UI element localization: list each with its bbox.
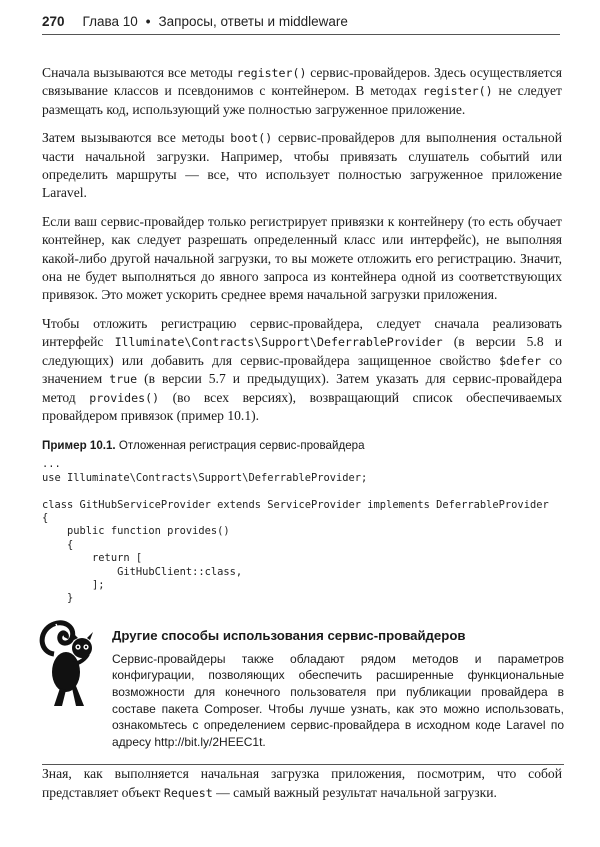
header-separator: • [145, 14, 151, 29]
text-run: (во всех версиях), возвращающий список обеспечиваемых провайдером привязок (пример 10.1). [42, 389, 562, 423]
inline-code: $defer [499, 353, 541, 368]
text-run: со значением [42, 352, 562, 387]
paragraph-2 [42, 129, 562, 203]
paragraph-4 [42, 315, 562, 425]
text-run: (в версии 5.7 и предыдущих). Затем указать для сервис-провайдера метод [42, 371, 562, 405]
text-run: Сначала вызываются все методы [42, 65, 237, 80]
text-run: Затем вызываются все методы [42, 130, 231, 146]
chapter-title: Запросы, ответы и middleware [158, 14, 348, 29]
paragraph-final [42, 765, 562, 802]
page-body [42, 64, 562, 812]
inline-code: register() [422, 84, 493, 99]
text-run: Чтобы отложить регистрацию сервис-провайдера, следует сначала реализовать интерфейс [42, 315, 562, 350]
inline-code: provides() [89, 390, 160, 405]
lemur-icon [36, 614, 102, 714]
paragraph-1 [42, 64, 562, 119]
code-listing: ... use Illuminate\Contracts\Support\DeferrableProvider; class GitHubServiceProvider extends ServiceProvider implements DeferrableProvider { public function provides() { return [ GitHubClient::class, ]; } [42, 458, 549, 605]
text-run: сервис-провайдеров для выполнения остальной части начальной загрузки. Например, чтобы привязать слушатель событий или определить маршруты — все, что использует полностью загруженное приложение Laravel. [42, 130, 562, 201]
text-run: сервис-провайдеров. Здесь осуществляется связывание классов и псевдонимов с контейнером. В методах [42, 65, 562, 99]
text-run: не следует размещать код, использующий уже полностью загруженное приложение. [42, 83, 562, 117]
example-caption [42, 439, 562, 452]
note-title: Другие способы использования сервис-провайдеров [112, 627, 466, 643]
inline-code: boot() [230, 131, 273, 146]
chapter-label: Глава 10 [82, 14, 138, 29]
note-text: Сервис-провайдеры также обладают рядом методов и параметров конфигурации, позволяющих обеспечить расширенные функциональные возможности для конечного пользователя при публикации провайдера в составе пакета Composer. Чтобы лучше узнать, как это можно использовать, ознакомьтесь с определением сервис-провайдера в исходном коде Laravel по адресу http://bit.ly/2HEEC1t. [112, 651, 564, 749]
inline-code: register() [236, 66, 307, 80]
paragraph-3: Если ваш сервис-провайдер только регистрирует привязки к контейнеру (то есть обучает контейнер, как следует разрешать определенный класс или интерфейс), не выполняя какой-либо другой начальной загрузки, то вы можете отложить его регистрацию. Значит, она не будет выполняться до явного запроса из контейнера одной из соответствующих привязок. Это может ускорить среднее время начальной загрузки приложения. [42, 213, 562, 303]
page-number: 270 [42, 14, 65, 29]
inline-code: Request [163, 785, 213, 800]
inline-code: true [109, 372, 138, 387]
note-box [42, 628, 564, 766]
header-rule [42, 34, 560, 35]
example-label: Пример 10.1. [42, 439, 116, 453]
example-title: Отложенная регистрация сервис-провайдера [115, 439, 365, 453]
inline-code: Illuminate\Contracts\Support\DeferrableProvider [114, 335, 443, 350]
running-header [42, 14, 560, 29]
text-run: Зная, как выполняется начальная загрузка приложения, посмотрим, что собой представляет объект [42, 766, 562, 800]
text-run: — самый важный результат начальной загрузки. [212, 784, 497, 800]
text-run: (в версии 5.8 и следующих) или добавить для сервис-провайдера защищенное свойство [42, 334, 562, 368]
